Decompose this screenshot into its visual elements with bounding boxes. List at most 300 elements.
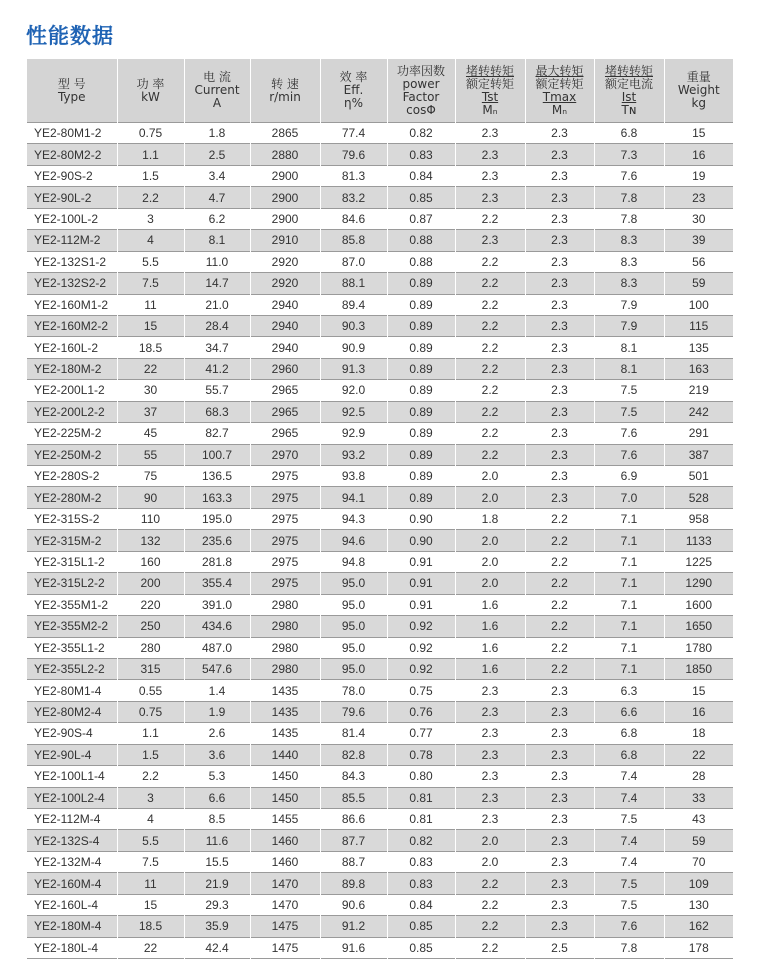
cell-ist-ratio: 7.1 xyxy=(594,637,664,658)
cell-type: YE2-132M-4 xyxy=(27,851,117,872)
cell-power: 0.75 xyxy=(117,123,184,144)
cell-speed: 2920 xyxy=(250,273,320,294)
cell-type: YE2-355L2-2 xyxy=(27,658,117,679)
cell-current: 235.6 xyxy=(184,530,250,551)
cell-efficiency: 84.6 xyxy=(320,208,387,229)
cell-power: 250 xyxy=(117,616,184,637)
table-row xyxy=(27,937,733,958)
cell-power-factor: 0.78 xyxy=(387,744,455,765)
cell-ist-ratio: 7.1 xyxy=(594,573,664,594)
cell-efficiency: 82.8 xyxy=(320,744,387,765)
cell-tst-ratio: 2.3 xyxy=(455,766,525,787)
cell-weight: 163 xyxy=(664,358,733,379)
cell-type: YE2-200L2-2 xyxy=(27,401,117,422)
cell-current: 195.0 xyxy=(184,508,250,529)
cell-tst-ratio: 2.2 xyxy=(455,401,525,422)
header-current: 电 流 Current A xyxy=(184,59,250,123)
cell-ist-ratio: 6.9 xyxy=(594,466,664,487)
cell-ist-ratio: 7.1 xyxy=(594,530,664,551)
cell-speed: 1455 xyxy=(250,809,320,830)
table-body xyxy=(27,123,733,959)
cell-weight: 115 xyxy=(664,315,733,336)
cell-tmax-ratio: 2.3 xyxy=(525,401,594,422)
cell-type: YE2-315L2-2 xyxy=(27,573,117,594)
table-row xyxy=(27,251,733,272)
cell-ist-ratio: 8.3 xyxy=(594,230,664,251)
cell-type: YE2-355M2-2 xyxy=(27,616,117,637)
cell-efficiency: 84.3 xyxy=(320,766,387,787)
cell-power-factor: 0.83 xyxy=(387,144,455,165)
cell-ist-ratio: 7.8 xyxy=(594,187,664,208)
cell-ist-ratio: 7.0 xyxy=(594,487,664,508)
table-row xyxy=(27,530,733,551)
cell-tmax-ratio: 2.3 xyxy=(525,894,594,915)
table-row xyxy=(27,658,733,679)
cell-type: YE2-80M1-2 xyxy=(27,123,117,144)
cell-current: 136.5 xyxy=(184,466,250,487)
cell-current: 487.0 xyxy=(184,637,250,658)
cell-ist-ratio: 6.8 xyxy=(594,123,664,144)
cell-efficiency: 89.4 xyxy=(320,294,387,315)
cell-ist-ratio: 7.5 xyxy=(594,401,664,422)
cell-type: YE2-180M-4 xyxy=(27,916,117,937)
cell-power-factor: 0.85 xyxy=(387,937,455,958)
cell-tst-ratio: 2.2 xyxy=(455,873,525,894)
cell-power-factor: 0.87 xyxy=(387,208,455,229)
cell-current: 29.3 xyxy=(184,894,250,915)
cell-tst-ratio: 2.2 xyxy=(455,208,525,229)
cell-power-factor: 0.91 xyxy=(387,573,455,594)
cell-power-factor: 0.84 xyxy=(387,894,455,915)
cell-current: 3.6 xyxy=(184,744,250,765)
cell-ist-ratio: 7.6 xyxy=(594,165,664,186)
cell-current: 82.7 xyxy=(184,423,250,444)
cell-power-factor: 0.89 xyxy=(387,487,455,508)
cell-current: 42.4 xyxy=(184,937,250,958)
cell-ist-ratio: 7.6 xyxy=(594,423,664,444)
cell-weight: 387 xyxy=(664,444,733,465)
cell-efficiency: 81.3 xyxy=(320,165,387,186)
cell-efficiency: 95.0 xyxy=(320,573,387,594)
cell-power-factor: 0.92 xyxy=(387,616,455,637)
cell-efficiency: 91.6 xyxy=(320,937,387,958)
cell-power-factor: 0.81 xyxy=(387,809,455,830)
cell-efficiency: 85.5 xyxy=(320,787,387,808)
cell-tst-ratio: 2.0 xyxy=(455,551,525,572)
cell-tst-ratio: 2.3 xyxy=(455,123,525,144)
cell-type: YE2-180M-2 xyxy=(27,358,117,379)
cell-efficiency: 90.9 xyxy=(320,337,387,358)
cell-ist-ratio: 6.3 xyxy=(594,680,664,701)
cell-speed: 2865 xyxy=(250,123,320,144)
cell-ist-ratio: 6.6 xyxy=(594,701,664,722)
cell-current: 8.1 xyxy=(184,230,250,251)
cell-tst-ratio: 1.6 xyxy=(455,594,525,615)
cell-power-factor: 0.82 xyxy=(387,830,455,851)
header-locked-rotor-torque-ratio: 堵转转矩 额定转矩 Tst Mₙ xyxy=(455,59,525,123)
cell-power-factor: 0.85 xyxy=(387,916,455,937)
cell-current: 434.6 xyxy=(184,616,250,637)
cell-ist-ratio: 7.1 xyxy=(594,551,664,572)
cell-tst-ratio: 2.2 xyxy=(455,423,525,444)
cell-current: 2.5 xyxy=(184,144,250,165)
cell-tmax-ratio: 2.2 xyxy=(525,658,594,679)
cell-speed: 1435 xyxy=(250,680,320,701)
cell-speed: 1450 xyxy=(250,766,320,787)
cell-power: 315 xyxy=(117,658,184,679)
table-row xyxy=(27,894,733,915)
cell-weight: 15 xyxy=(692,126,706,141)
header-weight: 重量 Weight kg xyxy=(664,59,733,123)
cell-ist-ratio: 7.4 xyxy=(594,787,664,808)
cell-ist-ratio: 8.1 xyxy=(594,337,664,358)
cell-type: YE2-160M1-2 xyxy=(27,294,117,315)
cell-type: YE2-160M2-2 xyxy=(27,315,117,336)
cell-power: 22 xyxy=(117,358,184,379)
cell-current: 547.6 xyxy=(184,658,250,679)
cell-weight: 59 xyxy=(664,273,733,294)
cell-weight: 100 xyxy=(688,297,709,312)
cell-ist-ratio: 7.5 xyxy=(594,809,664,830)
cell-efficiency: 95.0 xyxy=(320,658,387,679)
cell-power: 22 xyxy=(117,937,184,958)
cell-speed: 1470 xyxy=(250,873,320,894)
cell-current: 6.6 xyxy=(184,787,250,808)
header-row xyxy=(27,59,733,123)
table-row xyxy=(27,830,733,851)
cell-speed: 2980 xyxy=(250,637,320,658)
cell-ist-ratio: 7.1 xyxy=(594,508,664,529)
cell-tst-ratio: 2.3 xyxy=(455,187,525,208)
cell-ist-ratio: 7.6 xyxy=(594,916,664,937)
cell-weight: 39 xyxy=(664,230,733,251)
cell-power-factor: 0.85 xyxy=(387,187,455,208)
cell-efficiency: 88.1 xyxy=(320,273,387,294)
cell-tst-ratio: 2.2 xyxy=(455,358,525,379)
cell-tmax-ratio: 2.3 xyxy=(525,273,594,294)
cell-tst-ratio: 2.0 xyxy=(455,466,525,487)
cell-efficiency: 95.0 xyxy=(320,594,387,615)
cell-power-factor: 0.89 xyxy=(387,380,455,401)
cell-power-factor: 0.83 xyxy=(387,873,455,894)
cell-current: 28.4 xyxy=(184,315,250,336)
cell-power: 90 xyxy=(117,487,184,508)
cell-weight: 109 xyxy=(664,873,733,894)
cell-weight: 59 xyxy=(664,830,733,851)
cell-speed: 1435 xyxy=(250,723,320,744)
table-row xyxy=(27,851,733,872)
cell-tmax-ratio: 2.2 xyxy=(525,508,594,529)
cell-current: 34.7 xyxy=(184,337,250,358)
table-row xyxy=(27,423,733,444)
cell-power: 11 xyxy=(117,294,184,315)
cell-weight: 28 xyxy=(692,769,706,784)
cell-type: YE2-132S2-2 xyxy=(27,273,117,294)
cell-power-factor: 0.84 xyxy=(387,165,455,186)
cell-type: YE2-160L-4 xyxy=(27,894,117,915)
header-power: 功 率 kW xyxy=(117,59,184,123)
cell-speed: 2910 xyxy=(250,230,320,251)
cell-current: 14.7 xyxy=(184,273,250,294)
cell-efficiency: 94.1 xyxy=(320,487,387,508)
cell-current: 391.0 xyxy=(184,594,250,615)
cell-tst-ratio: 2.3 xyxy=(455,701,525,722)
cell-current: 41.2 xyxy=(184,358,250,379)
table-row xyxy=(27,444,733,465)
cell-weight: 30 xyxy=(692,211,706,226)
table-row xyxy=(27,358,733,379)
cell-tmax-ratio: 2.3 xyxy=(525,380,594,401)
cell-tmax-ratio: 2.3 xyxy=(525,165,594,186)
cell-tmax-ratio: 2.3 xyxy=(525,873,594,894)
cell-ist-ratio: 7.4 xyxy=(594,766,664,787)
cell-ist-ratio: 8.3 xyxy=(594,251,664,272)
cell-power-factor: 0.75 xyxy=(387,680,455,701)
cell-ist-ratio: 7.4 xyxy=(594,830,664,851)
cell-power: 15 xyxy=(117,894,184,915)
header-type: 型 号 Type xyxy=(27,59,117,123)
cell-type: YE2-90L-2 xyxy=(27,187,117,208)
cell-power-factor: 0.89 xyxy=(387,337,455,358)
cell-tmax-ratio: 2.3 xyxy=(525,466,594,487)
cell-efficiency: 94.3 xyxy=(320,508,387,529)
table-row xyxy=(27,809,733,830)
cell-weight: 16 xyxy=(664,701,733,722)
cell-power-factor: 0.92 xyxy=(387,637,455,658)
cell-tmax-ratio: 2.3 xyxy=(525,251,594,272)
cell-power-factor: 0.89 xyxy=(387,401,455,422)
cell-efficiency: 95.0 xyxy=(320,637,387,658)
cell-tst-ratio: 2.0 xyxy=(455,573,525,594)
cell-speed: 2980 xyxy=(250,594,320,615)
table-row xyxy=(27,701,733,722)
cell-tst-ratio: 1.6 xyxy=(455,637,525,658)
cell-weight: 1780 xyxy=(685,640,713,655)
cell-speed: 2920 xyxy=(250,251,320,272)
cell-type: YE2-315M-2 xyxy=(27,530,117,551)
cell-power: 3 xyxy=(117,208,184,229)
cell-ist-ratio: 7.5 xyxy=(594,380,664,401)
cell-tst-ratio: 2.2 xyxy=(455,251,525,272)
cell-power-factor: 0.89 xyxy=(387,358,455,379)
cell-tmax-ratio: 2.3 xyxy=(525,358,594,379)
cell-weight: 33 xyxy=(664,787,733,808)
cell-power-factor: 0.80 xyxy=(387,766,455,787)
cell-power: 55 xyxy=(117,444,184,465)
cell-efficiency: 94.6 xyxy=(320,530,387,551)
cell-current: 68.3 xyxy=(184,401,250,422)
cell-current: 15.5 xyxy=(184,851,250,872)
table-row xyxy=(27,144,733,165)
cell-power-factor: 0.88 xyxy=(387,251,455,272)
cell-weight: 1600 xyxy=(685,597,713,612)
cell-type: YE2-112M-4 xyxy=(27,809,117,830)
cell-speed: 1460 xyxy=(250,830,320,851)
cell-power: 45 xyxy=(117,423,184,444)
cell-type: YE2-200L1-2 xyxy=(27,380,117,401)
table-row xyxy=(27,723,733,744)
table-row xyxy=(27,508,733,529)
cell-tmax-ratio: 2.2 xyxy=(525,551,594,572)
cell-current: 6.2 xyxy=(184,208,250,229)
cell-tst-ratio: 2.0 xyxy=(455,530,525,551)
cell-power: 3 xyxy=(117,787,184,808)
cell-efficiency: 90.3 xyxy=(320,315,387,336)
cell-power-factor: 0.90 xyxy=(387,508,455,529)
cell-current: 1.8 xyxy=(184,123,250,144)
header-speed: 转 速 r/min xyxy=(250,59,320,123)
cell-tmax-ratio: 2.3 xyxy=(525,123,594,144)
cell-type: YE2-180L-4 xyxy=(27,937,117,958)
cell-type: YE2-355M1-2 xyxy=(27,594,117,615)
cell-weight: 135 xyxy=(688,340,709,355)
cell-tmax-ratio: 2.2 xyxy=(525,637,594,658)
cell-type: YE2-80M2-4 xyxy=(27,701,117,722)
cell-ist-ratio: 7.1 xyxy=(594,658,664,679)
table-row xyxy=(27,294,733,315)
cell-efficiency: 94.8 xyxy=(320,551,387,572)
cell-ist-ratio: 8.1 xyxy=(594,358,664,379)
cell-current: 281.8 xyxy=(184,551,250,572)
cell-power: 75 xyxy=(117,466,184,487)
cell-tmax-ratio: 2.3 xyxy=(525,680,594,701)
cell-speed: 2900 xyxy=(250,187,320,208)
cell-efficiency: 92.9 xyxy=(320,423,387,444)
cell-tst-ratio: 2.2 xyxy=(455,273,525,294)
cell-tmax-ratio: 2.3 xyxy=(525,851,594,872)
cell-tst-ratio: 2.3 xyxy=(455,744,525,765)
cell-tmax-ratio: 2.3 xyxy=(525,744,594,765)
cell-power: 110 xyxy=(117,508,184,529)
cell-speed: 1475 xyxy=(250,937,320,958)
table-row xyxy=(27,315,733,336)
cell-speed: 2900 xyxy=(250,208,320,229)
cell-power: 160 xyxy=(117,551,184,572)
cell-tmax-ratio: 2.3 xyxy=(525,144,594,165)
cell-weight: 19 xyxy=(692,169,706,184)
cell-weight: 1290 xyxy=(664,573,733,594)
cell-efficiency: 91.3 xyxy=(320,358,387,379)
cell-power: 1.5 xyxy=(117,165,184,186)
cell-weight: 16 xyxy=(664,144,733,165)
cell-tst-ratio: 2.2 xyxy=(455,916,525,937)
cell-tmax-ratio: 2.3 xyxy=(525,809,594,830)
cell-power-factor: 0.81 xyxy=(387,787,455,808)
cell-speed: 2975 xyxy=(250,551,320,572)
cell-type: YE2-132S-4 xyxy=(27,830,117,851)
cell-power-factor: 0.89 xyxy=(387,315,455,336)
cell-ist-ratio: 7.1 xyxy=(594,616,664,637)
cell-ist-ratio: 7.8 xyxy=(594,208,664,229)
cell-ist-ratio: 7.5 xyxy=(594,894,664,915)
cell-power: 11 xyxy=(117,873,184,894)
cell-ist-ratio: 7.9 xyxy=(594,315,664,336)
table-row xyxy=(27,273,733,294)
cell-type: YE2-90S-4 xyxy=(27,723,117,744)
cell-speed: 2980 xyxy=(250,658,320,679)
table-row xyxy=(27,401,733,422)
cell-weight: 130 xyxy=(688,897,709,912)
cell-speed: 2975 xyxy=(250,530,320,551)
cell-power-factor: 0.90 xyxy=(387,530,455,551)
cell-power-factor: 0.89 xyxy=(387,444,455,465)
cell-efficiency: 87.7 xyxy=(320,830,387,851)
cell-power: 220 xyxy=(117,594,184,615)
cell-ist-ratio: 7.6 xyxy=(594,444,664,465)
cell-current: 35.9 xyxy=(184,916,250,937)
cell-tst-ratio: 2.3 xyxy=(455,680,525,701)
cell-weight: 15 xyxy=(692,683,706,698)
cell-tmax-ratio: 2.3 xyxy=(525,830,594,851)
cell-power: 2.2 xyxy=(117,187,184,208)
cell-tmax-ratio: 2.2 xyxy=(525,594,594,615)
cell-power: 5.5 xyxy=(117,251,184,272)
cell-efficiency: 92.0 xyxy=(320,380,387,401)
cell-type: YE2-80M2-2 xyxy=(27,144,117,165)
cell-efficiency: 85.8 xyxy=(320,230,387,251)
cell-weight: 501 xyxy=(688,469,709,484)
cell-ist-ratio: 6.8 xyxy=(594,744,664,765)
cell-ist-ratio: 7.9 xyxy=(594,294,664,315)
cell-tst-ratio: 2.3 xyxy=(455,144,525,165)
cell-power: 4 xyxy=(117,230,184,251)
cell-tmax-ratio: 2.3 xyxy=(525,701,594,722)
cell-tmax-ratio: 2.3 xyxy=(525,337,594,358)
cell-tmax-ratio: 2.3 xyxy=(525,294,594,315)
cell-speed: 2900 xyxy=(250,165,320,186)
cell-speed: 2975 xyxy=(250,508,320,529)
cell-power: 18.5 xyxy=(117,916,184,937)
cell-tst-ratio: 2.2 xyxy=(455,937,525,958)
cell-current: 2.6 xyxy=(184,723,250,744)
table-row xyxy=(27,766,733,787)
cell-speed: 2965 xyxy=(250,401,320,422)
cell-tmax-ratio: 2.5 xyxy=(525,937,594,958)
cell-power: 18.5 xyxy=(117,337,184,358)
cell-tmax-ratio: 2.3 xyxy=(525,787,594,808)
cell-power: 15 xyxy=(117,315,184,336)
cell-current: 100.7 xyxy=(184,444,250,465)
table-row xyxy=(27,165,733,186)
cell-efficiency: 83.2 xyxy=(320,187,387,208)
cell-efficiency: 77.4 xyxy=(320,123,387,144)
cell-type: YE2-160M-4 xyxy=(27,873,117,894)
cell-speed: 2940 xyxy=(250,294,320,315)
cell-current: 55.7 xyxy=(184,380,250,401)
cell-weight: 22 xyxy=(664,744,733,765)
cell-current: 355.4 xyxy=(184,573,250,594)
cell-power: 1.1 xyxy=(117,144,184,165)
cell-speed: 1450 xyxy=(250,787,320,808)
cell-type: YE2-315L1-2 xyxy=(27,551,117,572)
cell-type: YE2-90S-2 xyxy=(27,165,117,186)
cell-power: 132 xyxy=(117,530,184,551)
cell-power: 0.75 xyxy=(117,701,184,722)
cell-ist-ratio: 8.3 xyxy=(594,273,664,294)
cell-current: 5.3 xyxy=(184,766,250,787)
table-row xyxy=(27,594,733,615)
cell-speed: 2960 xyxy=(250,358,320,379)
cell-weight: 242 xyxy=(664,401,733,422)
cell-weight: 219 xyxy=(688,383,709,398)
cell-efficiency: 88.7 xyxy=(320,851,387,872)
cell-speed: 1475 xyxy=(250,916,320,937)
cell-weight: 1225 xyxy=(685,554,713,569)
table-row xyxy=(27,380,733,401)
cell-power: 37 xyxy=(117,401,184,422)
cell-tst-ratio: 2.3 xyxy=(455,787,525,808)
cell-tmax-ratio: 2.3 xyxy=(525,487,594,508)
